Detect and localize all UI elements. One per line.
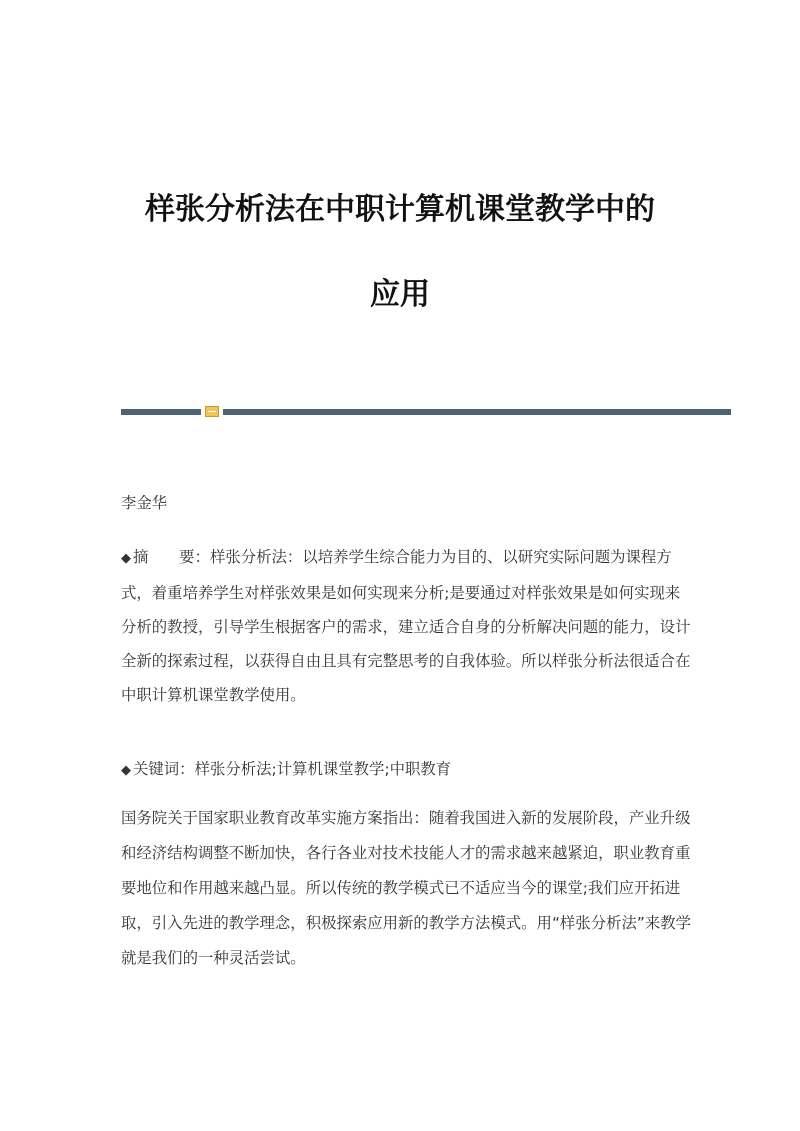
abstract-bullet-icon: ◆ — [121, 551, 131, 566]
abstract-label: 摘 要： — [133, 548, 210, 566]
keywords-label: 关键词： — [133, 760, 195, 778]
document-title-line-2: 应用 — [370, 277, 430, 312]
keywords-text: 样张分析法;计算机课堂教学;中职教育 — [194, 760, 452, 778]
keywords-bullet-icon: ◆ — [121, 763, 131, 778]
document-title-line-1: 样张分析法在中职计算机课堂教学中的 — [145, 192, 655, 227]
abstract-text: 样张分析法：以培养学生综合能力为目的、以研究实际问题为课程方式，着重培养学生对样张效果是如何实现来分析;是要通过对样张效果是如何实现来分析的教授，引导学生根据客户的需求，建立适合自身的分析解决问题的能力，设计全新的探索过程，以获得自由且具有完整思考的自我体验。所以样张分析法很适合在中职计算机课堂教学使用。 — [121, 548, 691, 704]
divider-bar-right — [223, 409, 731, 415]
divider-bar-left — [121, 409, 201, 415]
author-name: 李金华 — [121, 494, 168, 512]
abstract-paragraph — [121, 540, 691, 712]
keywords-line — [121, 757, 691, 783]
title-divider — [121, 409, 731, 417]
body-paragraph: 国务院关于国家职业教育改革实施方案指出：随着我国进入新的发展阶段，产业升级和经济结构调整不断加快，各行各业对技术技能人才的需求越来越紧迫，职业教育重要地位和作用越来越凸显。所以传统的教学模式已不适应当今的课堂;我们应开拓进取，引入先进的教学理念，积极探索应用新的教学方法模式。用“样张分析法”来教学就是我们的一种灵活尝试。 — [121, 809, 692, 967]
folder-badge-icon — [205, 406, 219, 417]
